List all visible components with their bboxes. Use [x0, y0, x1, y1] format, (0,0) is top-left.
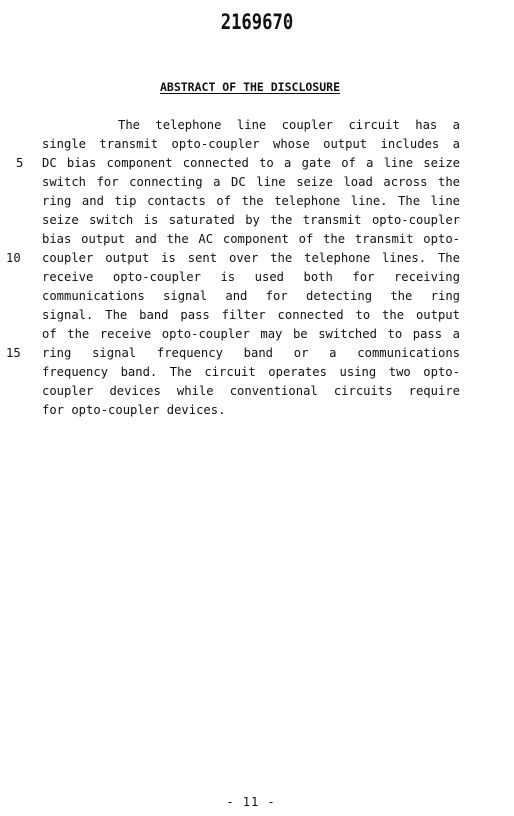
abstract-heading: ABSTRACT OF THE DISCLOSURE [159, 80, 340, 94]
abstract-line-text: signal. The band pass filter connected to the output [42, 308, 460, 322]
abstract-line-text: frequency band. The circuit operates using two opto- [42, 365, 460, 379]
abstract-line [42, 363, 462, 382]
abstract-line [6, 249, 462, 268]
abstract-line [42, 382, 462, 401]
abstract-line-text: receive opto-coupler is used both for receiving [42, 270, 460, 284]
abstract-line-text: single transmit opto-coupler whose output includes a [42, 137, 460, 151]
abstract-line-text: for opto-coupler devices. [42, 403, 226, 417]
line-number: 10 [6, 251, 21, 265]
abstract-line [16, 154, 462, 173]
abstract-line-text: of the receive opto-coupler may be switched to pass a [42, 327, 460, 341]
abstract-line-text: seize switch is saturated by the transmit opto-coupler [42, 213, 460, 227]
page-number: - 11 - [226, 795, 276, 809]
abstract-line-text: bias output and the AC component of the transmit opto- [42, 232, 460, 246]
abstract-line [42, 116, 462, 135]
abstract-line [42, 230, 462, 249]
abstract-line [42, 325, 462, 344]
abstract-line-text: ring and tip contacts of the telephone line. The line [42, 194, 460, 208]
line-number: 5 [16, 156, 24, 170]
document-number: 2169670 [220, 10, 294, 34]
abstract-line [6, 344, 462, 363]
abstract-line [42, 211, 462, 230]
abstract-body [6, 116, 462, 420]
abstract-line [42, 287, 462, 306]
abstract-line-text: switch for connecting a DC line seize load across the [42, 175, 460, 189]
abstract-line [42, 135, 462, 154]
line-number: 15 [6, 346, 21, 360]
abstract-line-text: communications signal and for detecting the ring [42, 289, 460, 303]
abstract-line-text: coupler devices while conventional circuits require [42, 384, 460, 398]
abstract-line [42, 306, 462, 325]
abstract-line-text: ring signal frequency band or a communications [42, 346, 460, 360]
abstract-line-text: DC bias component connected to a gate of a line seize [42, 156, 460, 170]
abstract-line [42, 173, 462, 192]
abstract-line-text: coupler output is sent over the telephone lines. The [42, 251, 460, 265]
abstract-line-text: The telephone line coupler circuit has a [118, 118, 460, 132]
abstract-line [42, 401, 462, 420]
abstract-line [42, 192, 462, 211]
abstract-line [42, 268, 462, 287]
